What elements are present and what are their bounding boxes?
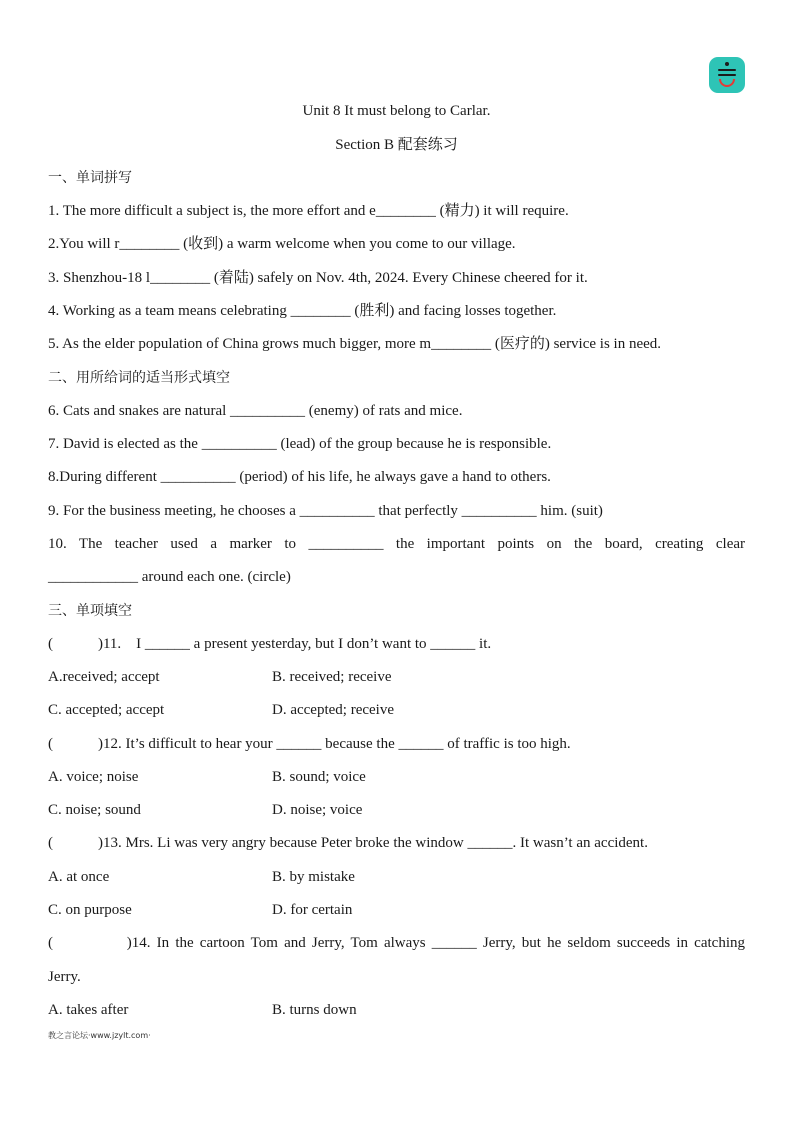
page-subtitle: Section B 配套练习 — [335, 137, 458, 153]
question-7: 7. David is elected as the __________ (lead) of the group because he is responsible. — [48, 436, 552, 452]
question-8: 8.During different __________ (period) of his life, he always gave a hand to others. — [48, 469, 551, 485]
question-14-line-1: ( )14. In the cartoon Tom and Jerry, Tom always ______ Jerry, but he seldom succeeds in catching — [48, 935, 745, 951]
question-10-line-1: 10. The teacher used a marker to __________ the important points on the board, creating clear — [48, 536, 745, 552]
question-14-line-2: Jerry. — [48, 969, 81, 985]
question-1: 1. The more difficult a subject is, the more effort and e________ (精力) it will require. — [48, 203, 569, 219]
question-13-options-row-2 — [48, 900, 745, 920]
question-11: ( )11. I ______ a present yesterday, but I don’t want to ______ it. — [48, 636, 492, 652]
section-heading-1: 一、单词拼写 — [48, 170, 132, 186]
option-c: C. accepted; accept — [48, 702, 165, 718]
page-title: Unit 8 It must belong to Carlar. — [302, 103, 491, 119]
option-a: A.received; accept — [48, 669, 160, 685]
question-10-line-2: ____________ around each one. (circle) — [48, 569, 291, 585]
section-heading-3: 三、单项填空 — [48, 603, 132, 619]
option-a: A. voice; noise — [48, 769, 139, 785]
option-c: C. noise; sound — [48, 802, 141, 818]
section-heading-2: 二、用所给词的适当形式填空 — [48, 370, 230, 386]
question-2: 2.You will r________ (收到) a warm welcome when you come to our village. — [48, 236, 516, 252]
question-14-options-row-1 — [48, 1000, 745, 1020]
option-d: D. noise; voice — [272, 802, 363, 818]
question-13: ( )13. Mrs. Li was very angry because Peter broke the window ______. It wasn’t an accident. — [48, 835, 648, 851]
question-12: ( )12. It’s difficult to hear your ______ because the ______ of traffic is too high. — [48, 736, 571, 752]
option-b: B. sound; voice — [272, 769, 366, 785]
question-5: 5. As the elder population of China grows much bigger, more m________ (医疗的) service is in need. — [48, 336, 662, 352]
jzy-logo-icon — [709, 57, 745, 93]
question-11-options-row-2 — [48, 700, 745, 720]
option-b: B. turns down — [272, 1002, 357, 1018]
option-c: C. on purpose — [48, 902, 132, 918]
question-12-options-row-1 — [48, 767, 745, 787]
footer-text: 教之言论坛·www.jzylt.com· — [48, 1031, 151, 1040]
option-a: A. takes after — [48, 1002, 129, 1018]
question-3: 3. Shenzhou-18 l________ (着陆) safely on Nov. 4th, 2024. Every Chinese cheered for it. — [48, 270, 588, 286]
question-11-options-row-1 — [48, 667, 745, 687]
option-b: B. by mistake — [272, 869, 355, 885]
question-13-options-row-1 — [48, 867, 745, 887]
question-4: 4. Working as a team means celebrating ________ (胜利) and facing losses together. — [48, 303, 557, 319]
question-6: 6. Cats and snakes are natural __________ (enemy) of rats and mice. — [48, 403, 463, 419]
option-d: D. accepted; receive — [272, 702, 394, 718]
question-12-options-row-2 — [48, 800, 745, 820]
question-9: 9. For the business meeting, he chooses a __________ that perfectly __________ him. (suit) — [48, 503, 603, 519]
option-b: B. received; receive — [272, 669, 392, 685]
option-a: A. at once — [48, 869, 110, 885]
option-d: D. for certain — [272, 902, 353, 918]
